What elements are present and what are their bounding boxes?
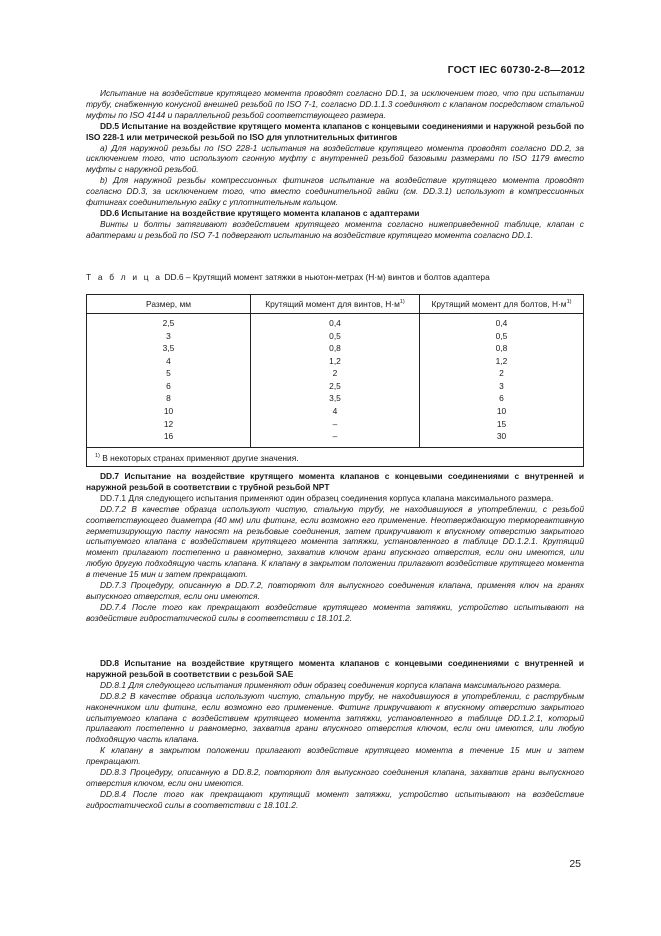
footnote-mark: 1) xyxy=(95,452,100,459)
table-cell: 2 xyxy=(251,367,420,380)
section-dd7-1: DD.7.1 Для следующего испытания применяют один образец соединения корпуса клапана максимального размера. xyxy=(100,492,554,503)
section-dd8-2: DD.8.2 В качестве образца используют чистую, стальную трубу, не находившуюся в употреблении, с раструбным наконечником или фитинг, если возможно его применение. Фитинг прикручивают к впускному отверстию закрытого испытуемого клапана с воздействием крутящего момента затяжки, установленного в таблице DD.1.2.1, который прилагают постепенно и равномерно, захватив грани впускного отверстия ключом, если они имеются, или любую подходящую часть клапана. xyxy=(86,690,584,745)
section-dd7-3: DD.7.3 Процедуру, описанную в DD.7.2, повторяют для выпускного соединения клапана, применяя ключ на гранях выпускного отверстия, если они имеются. xyxy=(86,580,585,601)
section-dd7-4: DD.7.4 После того как прекращают воздействие крутящего момента затяжки, устройство испытывают на воздействие гидростатической силы в соответствии с 18.101.2. xyxy=(86,601,584,623)
table-header-bolts-label: Крутящий момент для болтов, Н·м xyxy=(431,299,567,309)
table-row xyxy=(87,342,584,355)
section-dd8-2-cont: К клапану в закрытом положении прилагают воздействие крутящего момента в течение 15 мин и затем прекращают. xyxy=(86,745,584,767)
table-header-size xyxy=(87,295,251,314)
table-footnote-text: В некоторых странах применяют другие значения. xyxy=(102,452,299,463)
section-dd8-4: DD.8.4 После того как прекращают крутящий момент затяжки, устройство испытывают на воздействие гидростатической силы в соответствии с 18.101.2. xyxy=(86,788,584,810)
section-dd5-heading: DD.5 Испытание на воздействие крутящего момента клапанов с концевыми соединениями и наружной резьбой по ISO 228-1 или метрической резьбой по ISO для уплотнительных фитингов xyxy=(86,120,584,142)
table-cell: 4 xyxy=(251,405,420,418)
table-cell: 3 xyxy=(419,380,583,393)
section-dd6-heading: DD.6 Испытание на воздействие крутящего момента клапанов с адаптерами xyxy=(100,207,420,218)
section-dd8 xyxy=(86,658,584,811)
table-cell: 3 xyxy=(87,330,251,343)
section-dd5-item-b: b) Для наружной резьбы компрессионных фитингов испытание на воздействие крутящего момента проводят согласно DD.3, за исключением того, что вместо соединительной гайки (см. DD.3.1) используют в компрессионных фитингах соединительную гайку с уплотнительным кольцом. xyxy=(86,175,584,208)
intro-paragraph: Испытание на воздействие крутящего момента проводят согласно DD.1, за исключением того, что при испытании трубу, снабженную конусной внешней резьбой по ISO 7-1, согласно DD.1.1.3 соединяют с клапаном посредством стальной муфты по ISO 4144 и параллельной резьбой соответствующего размера. xyxy=(86,88,584,120)
table-footnote-row xyxy=(87,447,584,466)
table-row xyxy=(87,355,584,368)
table-cell: 16 xyxy=(87,430,251,447)
table-cell: 6 xyxy=(87,380,251,393)
table-cell: 5 xyxy=(87,367,251,380)
section-dd7-heading: DD.7 Испытание на воздействие крутящего момента клапанов с концевыми соединениями с внутренней и наружной резьбой в соответствии с трубной резьбой NPT xyxy=(86,471,584,492)
table-header-row xyxy=(87,295,584,314)
footnote-mark: 1) xyxy=(566,299,572,306)
document-header: ГОСТ IEC 60730-2-8—2012 xyxy=(447,64,585,76)
table-cell: 30 xyxy=(419,430,583,447)
section-dd8-heading: DD.8 Испытание на воздействие крутящего момента клапанов с концевыми соединениями с внутренней и наружной резьбой в соответствии с резьбой SAE xyxy=(86,658,584,679)
table-cell: 3,5 xyxy=(251,392,420,405)
table-cell: 0,8 xyxy=(419,342,583,355)
table-row xyxy=(87,430,584,447)
table-header-size-label: Размер, мм xyxy=(146,299,191,309)
table-footnote xyxy=(87,447,584,466)
torque-table xyxy=(86,294,584,467)
table-header-bolts xyxy=(419,295,583,314)
table-cell: – xyxy=(251,430,420,447)
table-cell: 4 xyxy=(87,355,251,368)
table-cell: 0,8 xyxy=(251,342,420,355)
section-dd7-2: DD.7.2 В качестве образца используют чистую, стальную трубу, не находившуюся в употреблении, с резьбой соответствующего диаметра (40 мм) или фитинг, если возможно его применение. Неотверждающую термореактивную герметизирующую пасту наносят на резьбовые соединения, затем прикручивают к впускному отверстию закрытого испытуемого клапана с воздействием крутящего момента затяжки, установленного в таблице DD.1.2.1. Крутящий момент прилагают постепенно и равномерно, захватив ключом грани впускного отверстия, если они имеются, или любую другую подходящую часть клапана. К клапану в закрытом положении прилагают воздействие крутящего момента в течение 15 мин и затем прекращают. xyxy=(86,503,584,580)
page-number: 25 xyxy=(569,858,581,870)
table-cell: 1,2 xyxy=(251,355,420,368)
table-caption-text: DD.6 – Крутящий момент затяжки в ньютон-метрах (Н·м) винтов и болтов адаптера xyxy=(164,272,490,282)
table-cell: 0,4 xyxy=(419,314,583,330)
table-cell: 15 xyxy=(419,418,583,431)
table-caption xyxy=(86,272,490,282)
table-cell: 6 xyxy=(419,392,583,405)
section-dd8-3: DD.8.3 Процедуру, описанную в DD.8.2, повторяют для выпускного соединения клапана, захватив грани выпускного отверстия ключом, если они имеются. xyxy=(86,767,584,788)
table-row xyxy=(87,330,584,343)
table-row xyxy=(87,392,584,405)
table-cell: 0,4 xyxy=(251,314,420,330)
table-header-screws-label: Крутящий момент для винтов, Н·м xyxy=(265,299,400,309)
table-header-screws xyxy=(251,295,420,314)
table-caption-prefix: Т а б л и ц а xyxy=(86,272,163,282)
table-cell: 10 xyxy=(419,405,583,418)
table-row xyxy=(87,418,584,431)
table-cell: 0,5 xyxy=(251,330,420,343)
table-cell: – xyxy=(251,418,420,431)
table-cell: 10 xyxy=(87,405,251,418)
table-cell: 2 xyxy=(419,367,583,380)
section-dd7 xyxy=(86,471,584,624)
table-cell: 2,5 xyxy=(87,314,251,330)
table-row xyxy=(87,367,584,380)
table-cell: 3,5 xyxy=(87,342,251,355)
table-row xyxy=(87,405,584,418)
body-top xyxy=(86,88,584,241)
section-dd6-paragraph: Винты и болты затягивают воздействием крутящего момента согласно нижеприведенной таблице, клапан с адаптерами и резьбой по ISO 7-1 подвергают испытанию на воздействие крутящего момента согласно DD.1. xyxy=(86,218,584,240)
section-dd8-1: DD.8.1 Для следующего испытания применяют один образец соединения корпуса клапана максимального размера. xyxy=(100,679,562,690)
footnote-mark: 1) xyxy=(399,299,405,306)
table-cell: 1,2 xyxy=(419,355,583,368)
table-cell: 12 xyxy=(87,418,251,431)
table-cell: 8 xyxy=(87,392,251,405)
table-row xyxy=(87,314,584,330)
table-row xyxy=(87,380,584,393)
section-dd5-item-a: a) Для наружной резьбы по ISO 228-1 испытания на воздействие крутящего момента проводят согласно DD.2, за исключением того, что используют сгонную муфту с внутренней резьбой базовыми размерами по ISO 1179 вместо муфты с наружной резьбой. xyxy=(86,142,584,175)
table-cell: 0,5 xyxy=(419,330,583,343)
table-cell: 2,5 xyxy=(251,380,420,393)
